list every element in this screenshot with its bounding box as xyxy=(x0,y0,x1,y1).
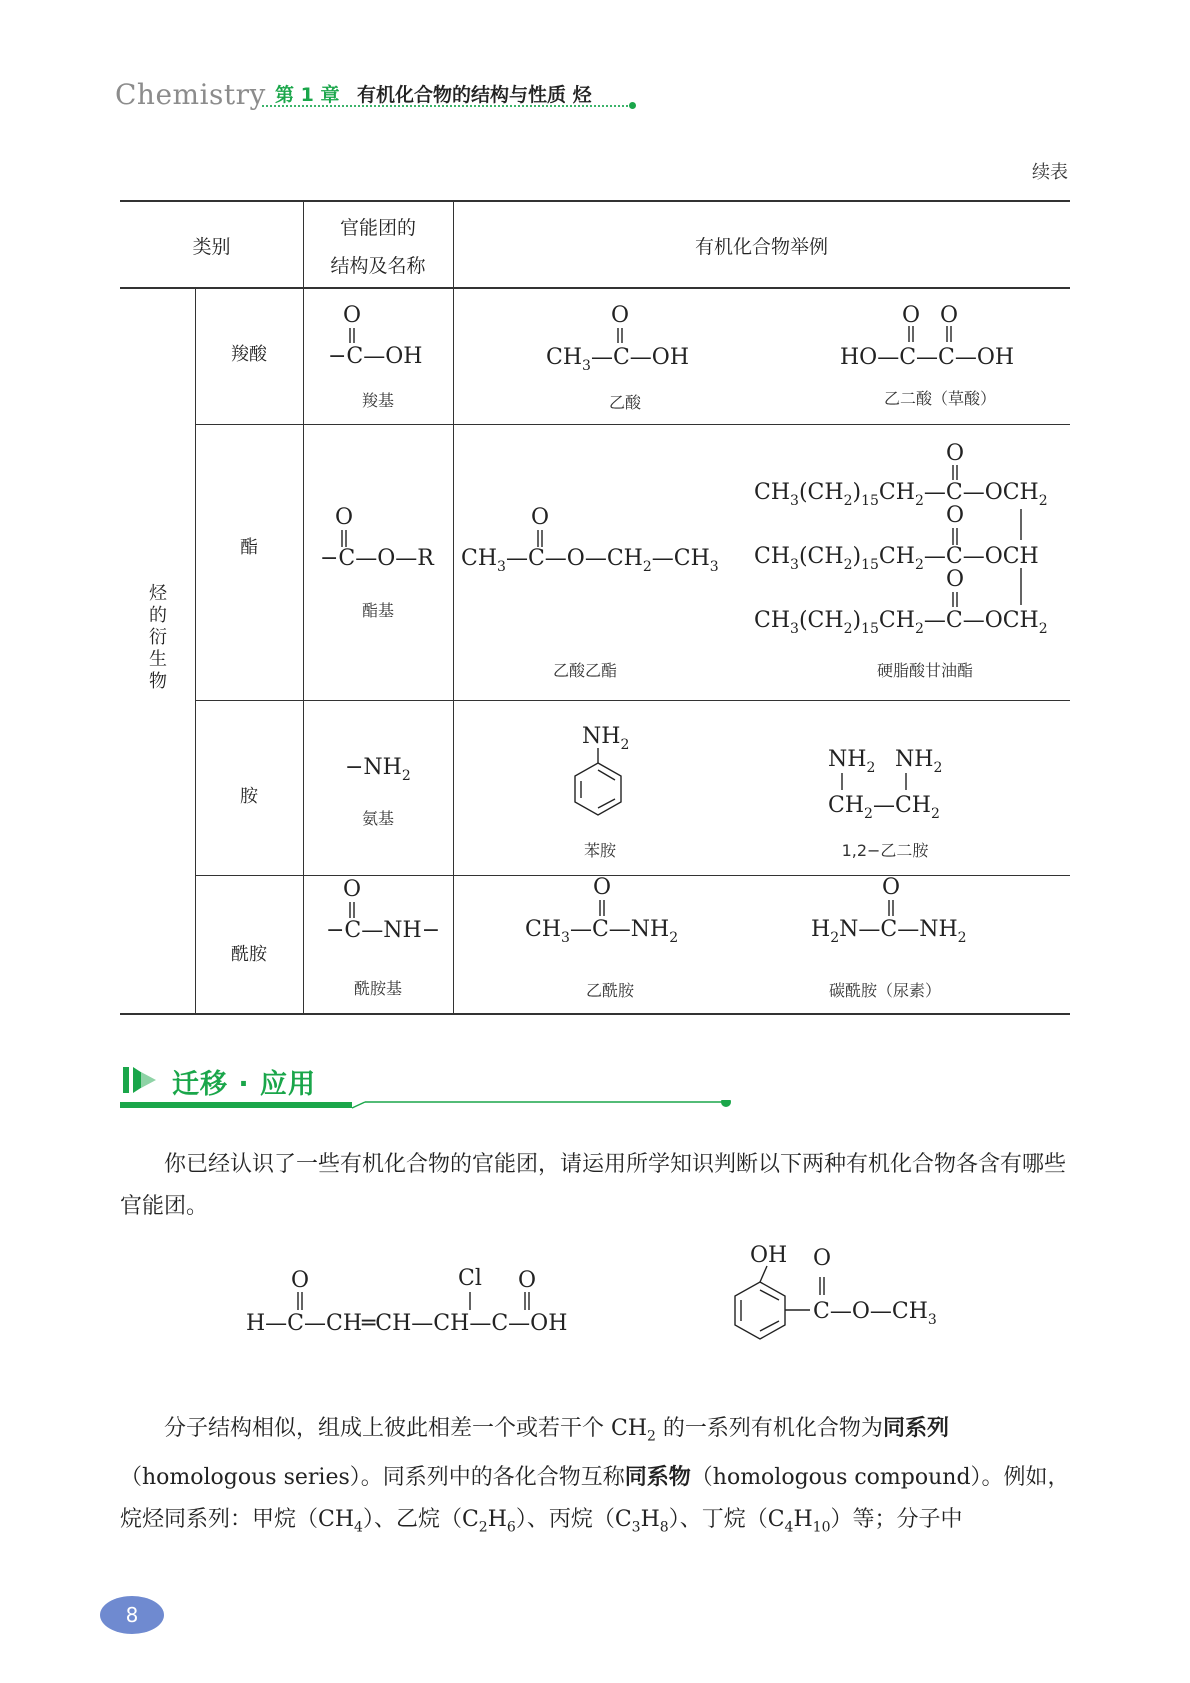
svg-text:O: O xyxy=(343,303,362,328)
group-label-derivatives: 烃的衍生物 xyxy=(149,583,167,692)
svg-text:−C—NH−: −C—NH− xyxy=(326,918,441,943)
para2-text-6: ）、丙烷（C xyxy=(515,1507,632,1533)
section-arrow-icon xyxy=(123,1064,163,1098)
para2-text-1: 分子结构相似，组成上彼此相差一个或若干个 CH xyxy=(164,1416,648,1441)
category-carboxylic-acid: 羧酸 xyxy=(231,344,267,365)
svg-text:OH: OH xyxy=(750,1243,788,1268)
svg-text:O: O xyxy=(813,1246,832,1271)
group-name-amide: 酰胺基 xyxy=(353,979,402,998)
svg-text:O: O xyxy=(343,877,362,902)
para2-text-5: ）、乙烷（C xyxy=(362,1507,479,1533)
para2-text-8: ）等；分子中 xyxy=(830,1507,963,1533)
svg-text:CH3(CH2)15CH2—C—OCH2: $CH_3(CH_2)_{15}CH_2—C—OCH_2$ xyxy=(754,480,1048,509)
svg-text:O: O xyxy=(335,505,354,530)
para2-text-7: ）、丁烷（C xyxy=(668,1507,785,1533)
section-underline xyxy=(120,1100,740,1116)
section-title: 迁移 · 应用 xyxy=(172,1069,317,1100)
col-header-group-1: 官能团的 xyxy=(339,217,416,239)
col-header-group-2: 结构及名称 xyxy=(330,255,426,277)
svg-text:CH3—C—NH2: $CH_3—C—NH_2$ xyxy=(525,917,679,946)
category-amine: 胺 xyxy=(240,786,258,807)
para2-text-4: （homologous compound）。例如，烷烃同系列：甲烷（CH xyxy=(120,1465,1070,1533)
example-ethylenediamine: 1,2−乙二胺 xyxy=(841,841,929,860)
svg-text:O: O xyxy=(946,503,965,528)
example-oxalic-acid: 乙二酸（草酸） xyxy=(883,389,996,408)
svg-text:NH2: $NH_2$ xyxy=(828,747,876,776)
svg-text:O: O xyxy=(593,875,612,900)
svg-text:CH3—C—OH: $CH_3—C—OH$ xyxy=(546,345,690,374)
group-name-ester: 酯基 xyxy=(361,601,394,620)
svg-text:−C—O—R: −C—O—R xyxy=(320,546,434,571)
svg-text:CH3—C—O—CH2—CH3: $CH_3—C—O—CH_2—CH_3$ xyxy=(461,546,719,575)
svg-text:O: O xyxy=(531,505,550,530)
category-amide: 酰胺 xyxy=(231,944,267,965)
group-name-amino: 氨基 xyxy=(361,809,394,828)
svg-text:O: O xyxy=(946,441,965,466)
svg-text:NH2: $NH_2$ xyxy=(582,724,630,753)
svg-text:CH3(CH2)15CH2—C—OCH: $CH_3(CH_2)_{15}CH_2—C—OCH$ xyxy=(754,544,1039,573)
svg-text:H2N—C—NH2: $H_2N—C—NH_2$ xyxy=(811,917,967,946)
svg-text:O: O xyxy=(291,1268,310,1293)
chapter-title: 有机化合物的结构与性质 烃 xyxy=(357,84,592,106)
svg-text:O: O xyxy=(946,567,965,592)
svg-text:O: O xyxy=(518,1268,537,1293)
category-ester: 酯 xyxy=(240,537,258,558)
header-brand: Chemistry xyxy=(115,78,266,111)
svg-text:NH2: $NH_2$ xyxy=(895,747,943,776)
example-ethyl-acetate: 乙酸乙酯 xyxy=(552,661,617,680)
svg-text:O: O xyxy=(882,875,901,900)
example-acetic-acid: 乙酸 xyxy=(608,393,641,412)
svg-text:CH3(CH2)15CH2—C—OCH2: $CH_3(CH_2)_{15}CH_2—C—OCH_2$ xyxy=(754,608,1048,637)
svg-text:Cl: Cl xyxy=(458,1266,482,1291)
page-number: 8 xyxy=(100,1596,164,1634)
svg-text:H—C—CH═CH—CH—C—OH: H—C—CH═CH—CH—C—OH xyxy=(246,1311,568,1336)
svg-text:O: O xyxy=(902,303,921,328)
col-header-category: 类别 xyxy=(192,236,231,258)
homologous-paragraph: 分子结构相似，组成上彼此相差一个或若干个 $CH_2$ 的一系列有机化合物为同系列（homologous series）。同系列中的各化合物互称同系物（homologous compound）。例如，烷烃同系列：甲烷$(CH_4)$、乙烷$(C_2H_6)$、丙烷$(C_3H_8)$、丁烷$(C_4H_{10})$等；分子中 xyxy=(120,1416,1070,1536)
svg-text:−C—OH: −C—OH xyxy=(328,344,423,369)
example-acetamide: 乙酰胺 xyxy=(585,981,634,1000)
example-urea: 碳酰胺（尿素） xyxy=(828,981,941,1000)
example-aniline: 苯胺 xyxy=(583,841,616,860)
exercise-paragraph xyxy=(120,1144,1070,1228)
example-glyceryl-stearate: 硬脂酸甘油酯 xyxy=(876,661,973,680)
svg-text:−NH2: $-NH_2$ xyxy=(345,755,411,784)
svg-text:O: O xyxy=(940,303,959,328)
svg-text:HO—C—C—OH: HO—C—C—OH xyxy=(840,345,1015,370)
svg-text:CH2—CH2: $CH_2—CH_2$ xyxy=(828,793,940,822)
table-continued-note: 续表 xyxy=(1032,162,1068,183)
chapter-number: 第 1 章 xyxy=(275,84,340,106)
para2-text-2: 的一系列有机化合物为 xyxy=(655,1416,883,1441)
para2-text-3: （homologous series）。同系列中的各化合物互称 xyxy=(120,1465,625,1491)
term-homologous-series: 同系列 xyxy=(882,1416,949,1441)
svg-text:C—O—CH3: $C—O—CH_3$ xyxy=(813,1299,937,1328)
col-header-examples: 有机化合物举例 xyxy=(694,236,828,258)
svg-text:O: O xyxy=(611,303,630,328)
term-homologous-compound: 同系物 xyxy=(624,1465,691,1491)
exercise-text: 你已经认识了一些有机化合物的官能团，请运用所学知识判断以下两种有机化合物各含有哪些官能团。 xyxy=(120,1152,1067,1219)
group-name-carboxyl: 羧基 xyxy=(361,391,394,410)
